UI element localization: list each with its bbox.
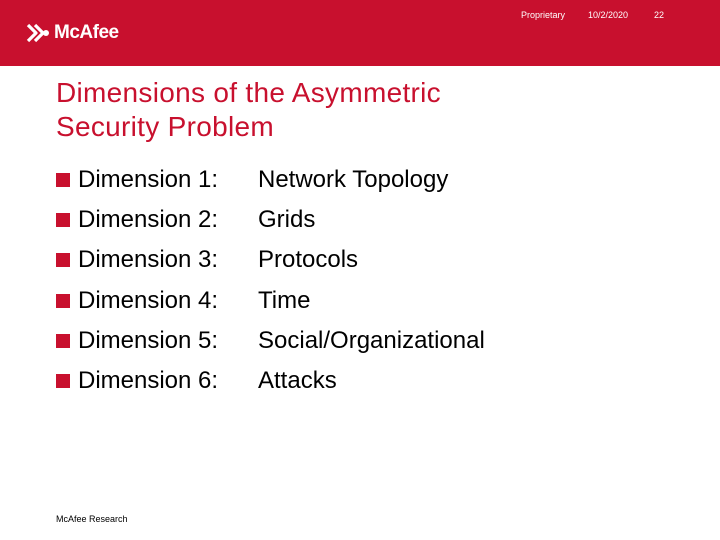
- proprietary-label: Proprietary: [521, 10, 566, 20]
- bullet-list: [56, 160, 485, 401]
- square-bullet-icon: [56, 374, 70, 388]
- footer-label: McAfee Research: [56, 514, 128, 524]
- slide-title: [56, 76, 616, 144]
- brand-name: McAfee: [54, 22, 119, 43]
- dimension-topic: Social/Organizational: [258, 326, 485, 354]
- square-bullet-icon: [56, 294, 70, 308]
- bullet-item: [56, 160, 485, 200]
- square-bullet-icon: [56, 253, 70, 267]
- dimension-topic: Time: [258, 286, 311, 314]
- header-bar: [0, 0, 720, 66]
- dimension-topic: Protocols: [258, 246, 359, 274]
- dimension-topic: Grids: [258, 206, 316, 234]
- bullet-item: [56, 321, 485, 361]
- bullet-item: [56, 281, 485, 321]
- bullet-item: [56, 240, 485, 280]
- dimension-label: Dimension 1:: [78, 166, 219, 194]
- mcafee-shield-icon: [26, 22, 50, 44]
- dimension-label: Dimension 4:: [78, 286, 219, 314]
- page-number: 22: [654, 10, 665, 20]
- dimension-label: Dimension 5:: [78, 326, 219, 354]
- mcafee-logo: [26, 22, 119, 44]
- dimension-label: Dimension 2:: [78, 206, 219, 234]
- square-bullet-icon: [56, 334, 70, 348]
- dimension-topic: Network Topology: [258, 166, 449, 194]
- dimension-topic: Attacks: [258, 367, 337, 395]
- slide-title-line-1: Dimensions of the Asymmetric: [56, 77, 441, 108]
- bullet-item: [56, 200, 485, 240]
- slide-date: 10/2/2020: [588, 10, 629, 20]
- dimension-label: Dimension 3:: [78, 246, 219, 274]
- dimension-label: Dimension 6:: [78, 367, 219, 395]
- bullet-item: [56, 361, 485, 401]
- square-bullet-icon: [56, 173, 70, 187]
- slide-title-line-2: Security Problem: [56, 111, 274, 142]
- square-bullet-icon: [56, 213, 70, 227]
